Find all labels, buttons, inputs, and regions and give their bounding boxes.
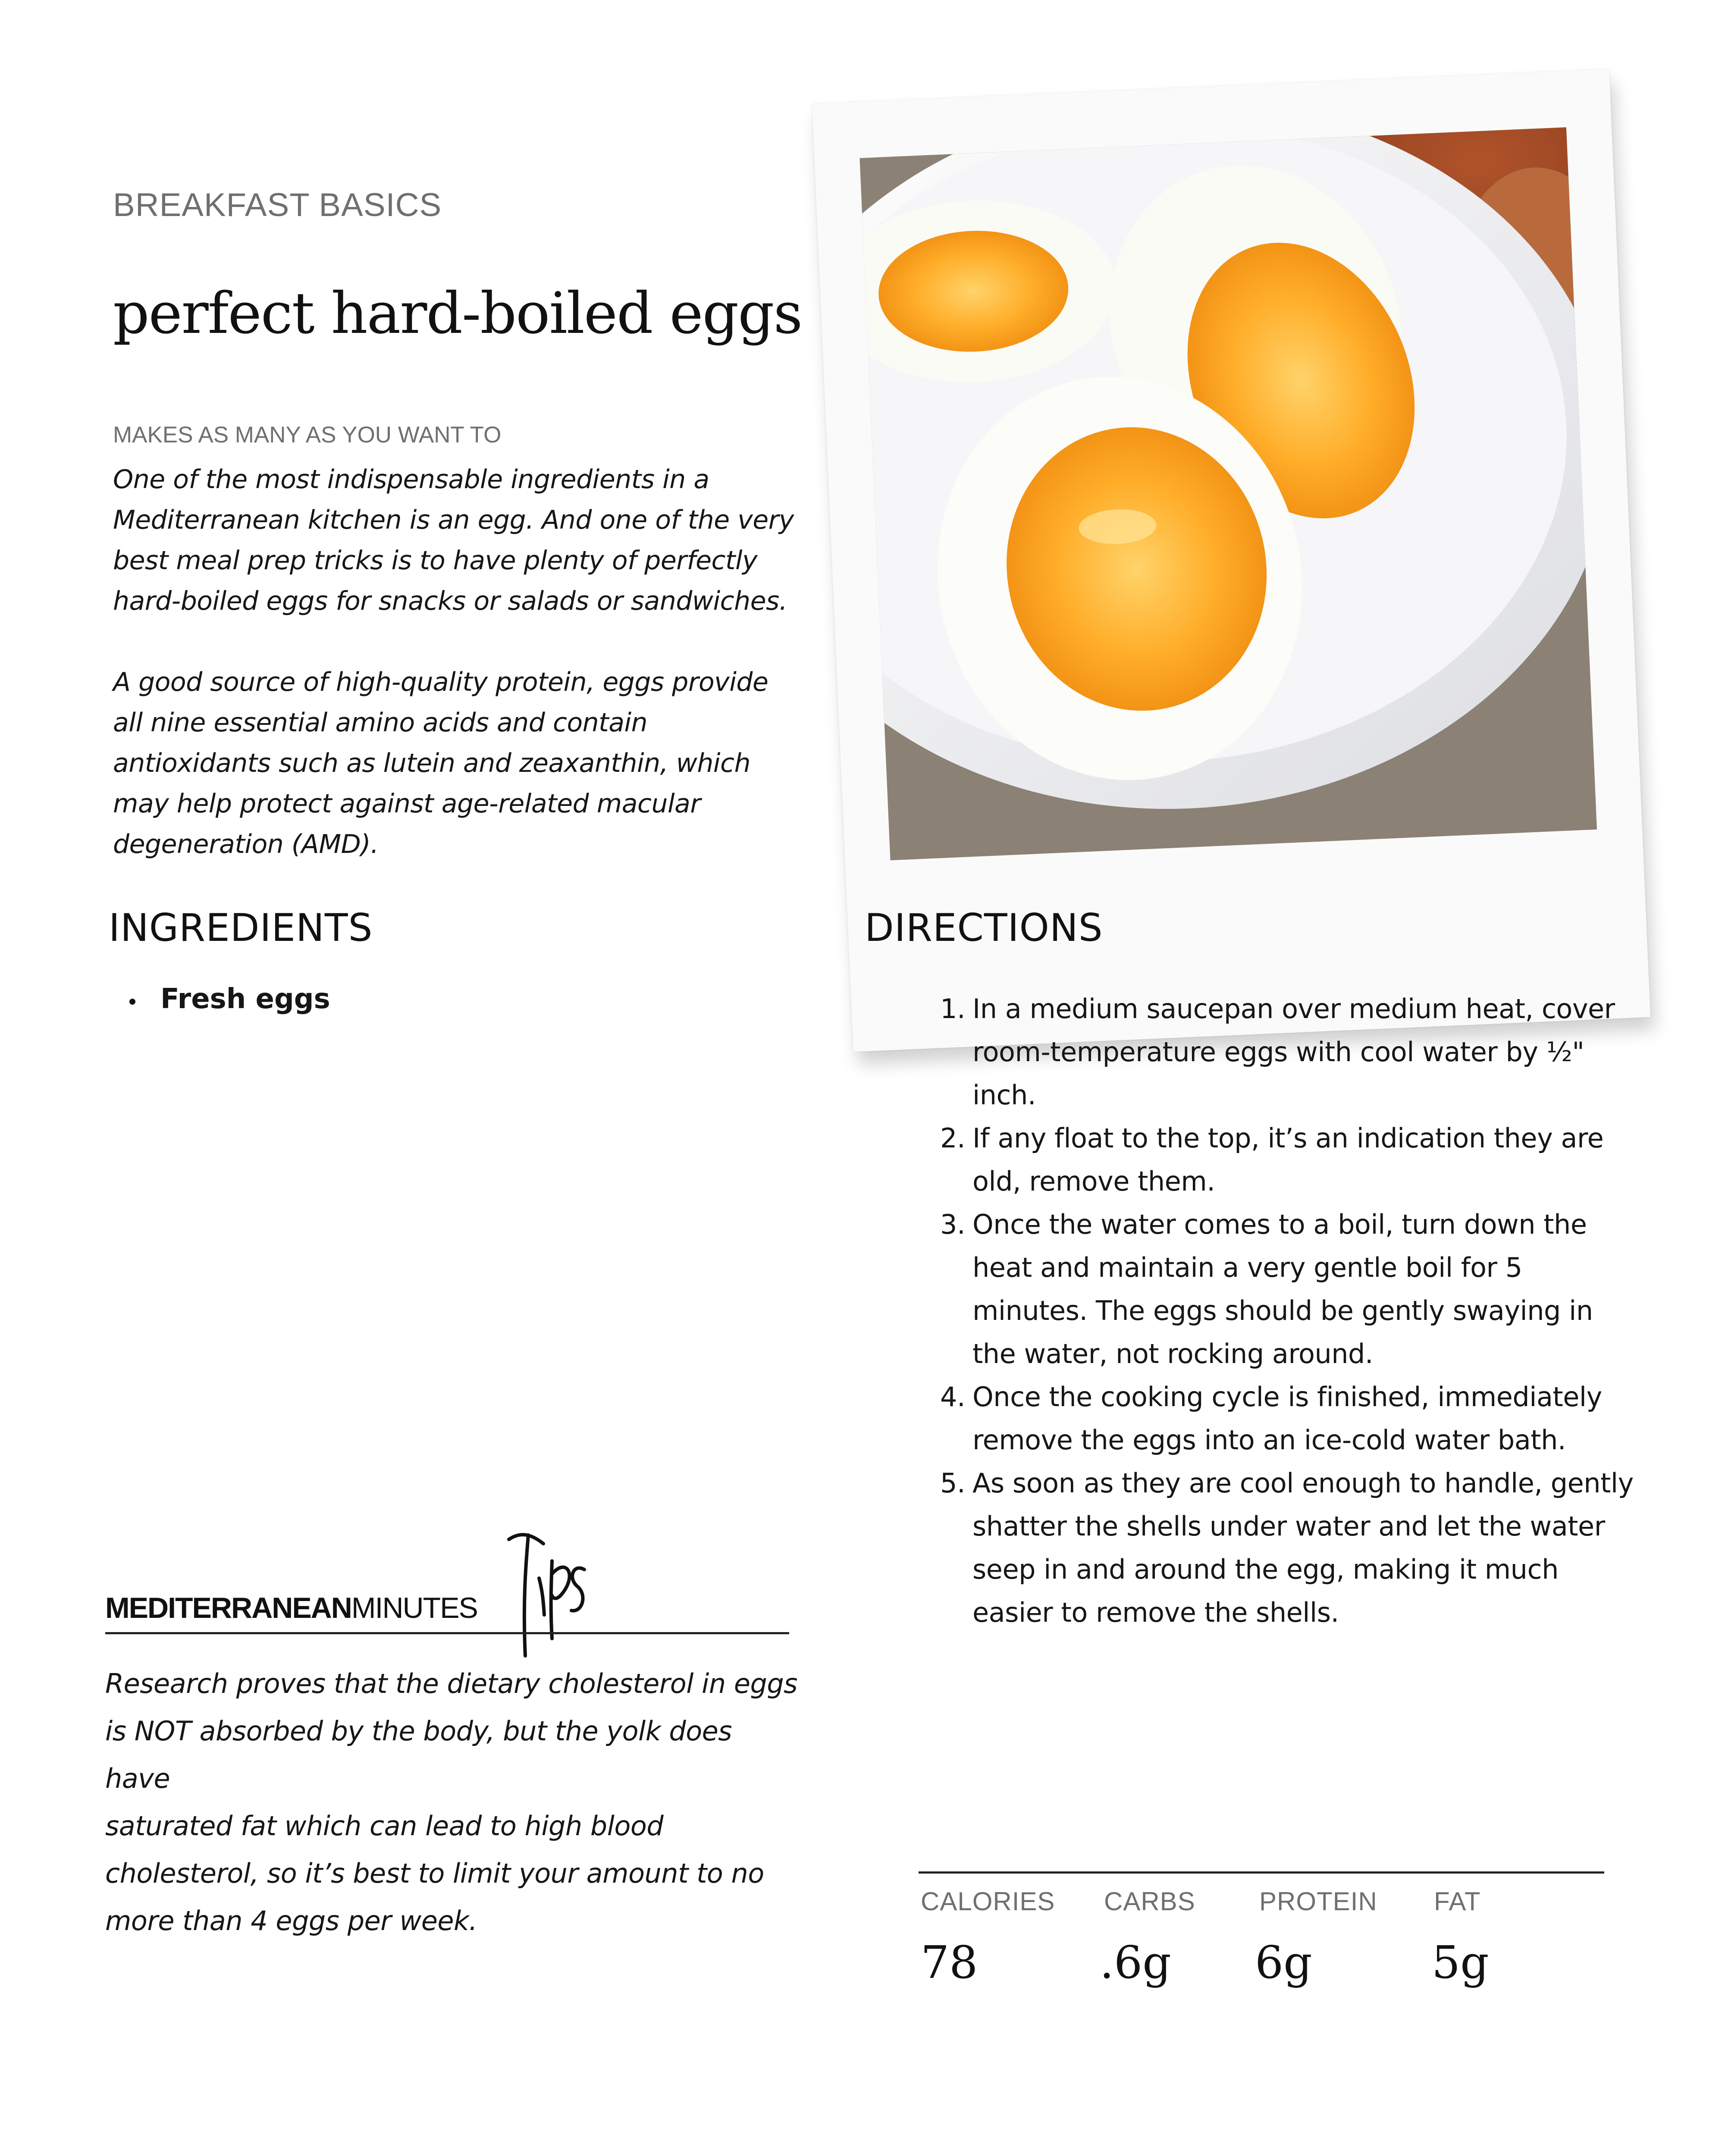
photo-frame [812,69,1650,1052]
step-line: inch. [972,1079,1036,1111]
directions-list [940,987,1639,1634]
step-line: heat and maintain a very gentle boil for 5 [972,1252,1522,1283]
step-number: 3. [940,1209,966,1240]
step-line: Once the water comes to a boil, turn down the [972,1209,1587,1240]
direction-step [940,1376,1639,1462]
protein-label: PROTEIN [1259,1887,1377,1916]
tips-brand-regular: MINUTES [351,1592,477,1624]
step-line: old, remove them. [972,1166,1215,1197]
step-line: minutes. The eggs should be gently swaying in [972,1295,1593,1326]
intro-line: degeneration (AMD). [113,829,379,859]
step-line: room-temperature eggs with cool water by ½" [972,1036,1584,1068]
nutrition-divider [919,1871,1604,1874]
step-line: Once the cooking cycle is finished, immediately [972,1381,1602,1413]
direction-step [940,1203,1639,1376]
intro-text [113,459,812,905]
protein-value: 6g [1255,1936,1312,1989]
step-line: In a medium saucepan over medium heat, cover [972,993,1615,1025]
carbs-label: CARBS [1104,1887,1195,1916]
calories-value: 78 [921,1936,978,1989]
fat-value: 5g [1432,1936,1489,1989]
tips-brand-bold: MEDITERRANEAN [105,1592,351,1624]
intro-line: may help protect against age-related macular [113,789,701,819]
step-number: 5. [940,1467,966,1499]
direction-step [940,987,1639,1117]
egg-photo [859,127,1597,860]
egg-photo-illustration [859,127,1597,860]
step-line: As soon as they are cool enough to handle, gently [972,1467,1634,1499]
intro-line: One of the most indispensable ingredients in a [113,464,709,495]
step-number: 4. [940,1381,966,1413]
recipe-category: BREAKFAST BASICS [113,187,442,223]
tips-line: saturated fat which can lead to high blood [105,1810,664,1842]
intro-paragraph [113,662,812,865]
step-line: If any float to the top, it’s an indication they are [972,1122,1604,1154]
tips-script-logo [496,1526,591,1660]
intro-line: hard-boiled eggs for snacks or salads or sandwiches. [113,586,787,616]
ingredients-list [129,983,330,1015]
step-line: shatter the shells under water and let the water [972,1510,1605,1542]
direction-step [940,1462,1639,1634]
page-title: perfect hard-boiled eggs [113,280,802,347]
ingredients-heading: INGREDIENTS [109,906,373,950]
step-number: 2. [940,1122,966,1154]
tips-line: Research proves that the dietary cholesterol in eggs [105,1668,798,1699]
tips-divider [105,1632,789,1634]
step-line: the water, not rocking around. [972,1338,1374,1369]
intro-line: all nine essential amino acids and contain [113,708,648,738]
recipe-yield: MAKES AS MANY AS YOU WANT TO [113,422,502,448]
direction-step [940,1117,1639,1203]
step-line: remove the eggs into an ice-cold water bath. [972,1424,1566,1456]
fat-label: FAT [1434,1887,1481,1916]
directions-heading: DIRECTIONS [865,906,1103,950]
tips-brand [105,1591,477,1625]
ingredient-item: Fresh eggs [129,983,330,1015]
tips-text [105,1660,804,1945]
intro-line: best meal prep tricks is to have plenty of perfectly [113,545,758,576]
step-number: 1. [940,993,966,1025]
calories-label: CALORIES [921,1887,1055,1916]
tips-line: is NOT absorbed by the body, but the yolk does have [105,1715,732,1794]
step-line: easier to remove the shells. [972,1597,1339,1628]
intro-line: A good source of high-quality protein, eggs provide [113,667,768,697]
intro-line: Mediterranean kitchen is an egg. And one of the very [113,505,794,535]
tips-line: cholesterol, so it’s best to limit your amount to no [105,1858,764,1889]
intro-line: antioxidants such as lutein and zeaxanthin, which [113,748,751,778]
intro-paragraph [113,459,812,621]
carbs-value: .6g [1100,1936,1171,1989]
tips-line: more than 4 eggs per week. [105,1905,477,1937]
step-line: seep in and around the egg, making it much [972,1554,1559,1585]
